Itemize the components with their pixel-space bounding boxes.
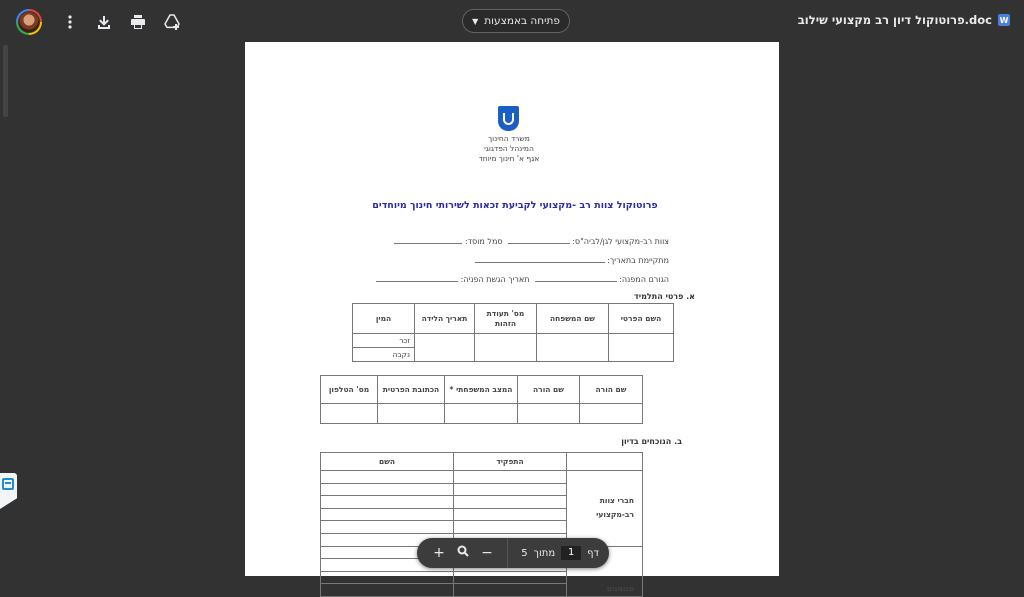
word-file-icon: W bbox=[999, 15, 1009, 25]
attendees-table bbox=[320, 452, 643, 597]
table-cell bbox=[454, 584, 567, 597]
of-label: מתוך bbox=[533, 547, 556, 559]
table-cell bbox=[321, 496, 454, 509]
table-cell bbox=[321, 508, 454, 521]
table-cell bbox=[321, 584, 454, 597]
table-header: שם הורה bbox=[580, 376, 643, 404]
table-cell bbox=[454, 471, 567, 484]
table-cell bbox=[321, 404, 378, 424]
table-header: המין bbox=[353, 304, 415, 334]
document-title: פרוטוקול צוות רב -מקצועי לקביעת זכאות לשירותי חינוך מיוחדים bbox=[372, 200, 658, 211]
table-cell bbox=[321, 483, 454, 496]
open-with-button[interactable] bbox=[462, 9, 570, 33]
table-cell bbox=[580, 404, 643, 424]
table-cell bbox=[321, 471, 454, 484]
table-header: שם הורה bbox=[518, 376, 580, 404]
team-field-row bbox=[394, 236, 669, 246]
table-header-row bbox=[321, 453, 643, 471]
referral-date-label: תאריך הגשת הפניה: bbox=[460, 275, 530, 284]
referrer-blank bbox=[535, 274, 617, 282]
held-on-label: מתקיימת בתאריך: bbox=[607, 256, 669, 265]
table-header: שם המשפחה bbox=[537, 304, 609, 334]
team-blank bbox=[508, 236, 570, 244]
parents-table bbox=[320, 375, 643, 424]
avatar[interactable] bbox=[16, 9, 42, 35]
referrer-label: הגורם המפנה: bbox=[619, 275, 669, 284]
state-emblem-logo bbox=[498, 106, 519, 131]
group-invitees: מוזמנים bbox=[567, 546, 643, 596]
table-row bbox=[353, 334, 674, 348]
zoom-controls bbox=[427, 538, 516, 568]
team-label: צוות רב-מקצועי לגן/לביה"ס: bbox=[572, 237, 669, 246]
side-panel-toggle[interactable] bbox=[0, 473, 17, 509]
table-header: הכתובת הפרטית bbox=[378, 376, 445, 404]
file-name: פרוטוקול דיון רב מקצועי שילוב.doc bbox=[797, 13, 992, 27]
ministry-line: המינהל הפדגוגי bbox=[484, 144, 534, 153]
zoom-in-button[interactable]: + bbox=[433, 545, 445, 561]
table-cell bbox=[378, 404, 445, 424]
table-cell bbox=[518, 404, 580, 424]
table-header: השם bbox=[321, 453, 454, 471]
current-page-input[interactable]: 1 bbox=[561, 546, 581, 560]
scrollbar[interactable] bbox=[3, 45, 8, 117]
table-cell bbox=[454, 508, 567, 521]
table-header: המצב המשפחתי * bbox=[445, 376, 518, 404]
zoom-fit-icon[interactable] bbox=[454, 545, 472, 561]
table-cell bbox=[445, 404, 518, 424]
table-header: השם הפרטי bbox=[608, 304, 673, 334]
top-bar bbox=[0, 0, 1024, 42]
gender-female: נקבה bbox=[353, 348, 415, 362]
caret-down-icon: ▼ bbox=[472, 16, 479, 26]
page-navigator bbox=[417, 538, 609, 568]
zoom-out-button[interactable]: − bbox=[481, 545, 493, 561]
left-toolbar bbox=[16, 8, 186, 36]
table-cell bbox=[475, 334, 537, 362]
institution-label: סמל מוסד: bbox=[464, 237, 503, 246]
page-indicator bbox=[521, 546, 599, 560]
group-team-members: חברי צוות רב-מקצועי bbox=[567, 471, 643, 547]
referrer-field-row bbox=[376, 274, 669, 284]
gender-male: זכר bbox=[353, 334, 415, 348]
ministry-header bbox=[455, 134, 563, 164]
institution-blank bbox=[394, 236, 462, 244]
ministry-line: משרד החינוך bbox=[488, 134, 530, 143]
table-header: מס' תעודת הזהות bbox=[475, 304, 537, 334]
avatar-image bbox=[18, 11, 40, 33]
download-icon[interactable] bbox=[90, 8, 118, 36]
table-header: תאריך הלידה bbox=[415, 304, 475, 334]
page-label: דף bbox=[587, 547, 599, 559]
student-details-table bbox=[352, 303, 674, 362]
held-on-blank bbox=[475, 255, 605, 263]
table-header-row bbox=[353, 304, 674, 334]
section-b-heading: ב. הנוכחים בדיון bbox=[621, 437, 682, 446]
table-cell bbox=[454, 496, 567, 509]
more-vert-icon[interactable] bbox=[56, 8, 84, 36]
held-on-field-row bbox=[475, 255, 669, 265]
table-cell bbox=[608, 334, 673, 362]
add-to-drive-icon[interactable] bbox=[158, 8, 186, 36]
total-pages: 5 bbox=[521, 547, 528, 559]
table-header: מס' הטלפון bbox=[321, 376, 378, 404]
table-cell bbox=[537, 334, 609, 362]
file-title bbox=[798, 13, 1010, 27]
table-header bbox=[567, 453, 643, 471]
table-row bbox=[321, 471, 643, 484]
section-a-heading: א. פרטי התלמיד bbox=[634, 292, 695, 301]
table-cell bbox=[454, 483, 567, 496]
table-cell bbox=[454, 521, 567, 534]
ministry-line: אגף א' חינוך מיוחד bbox=[478, 154, 540, 163]
open-with-label: פתיחה באמצעות bbox=[484, 15, 560, 27]
menorah-icon bbox=[503, 113, 514, 125]
table-cell bbox=[321, 571, 454, 584]
referral-date-blank bbox=[376, 274, 458, 282]
table-row bbox=[321, 404, 643, 424]
teamviewer-icon bbox=[2, 478, 14, 490]
table-cell bbox=[415, 334, 475, 362]
table-header: התפקיד bbox=[454, 453, 567, 471]
divider bbox=[507, 538, 508, 568]
table-header-row bbox=[321, 376, 643, 404]
table-cell bbox=[321, 521, 454, 534]
table-cell bbox=[454, 571, 567, 584]
print-icon[interactable] bbox=[124, 8, 152, 36]
document-page bbox=[245, 42, 779, 593]
